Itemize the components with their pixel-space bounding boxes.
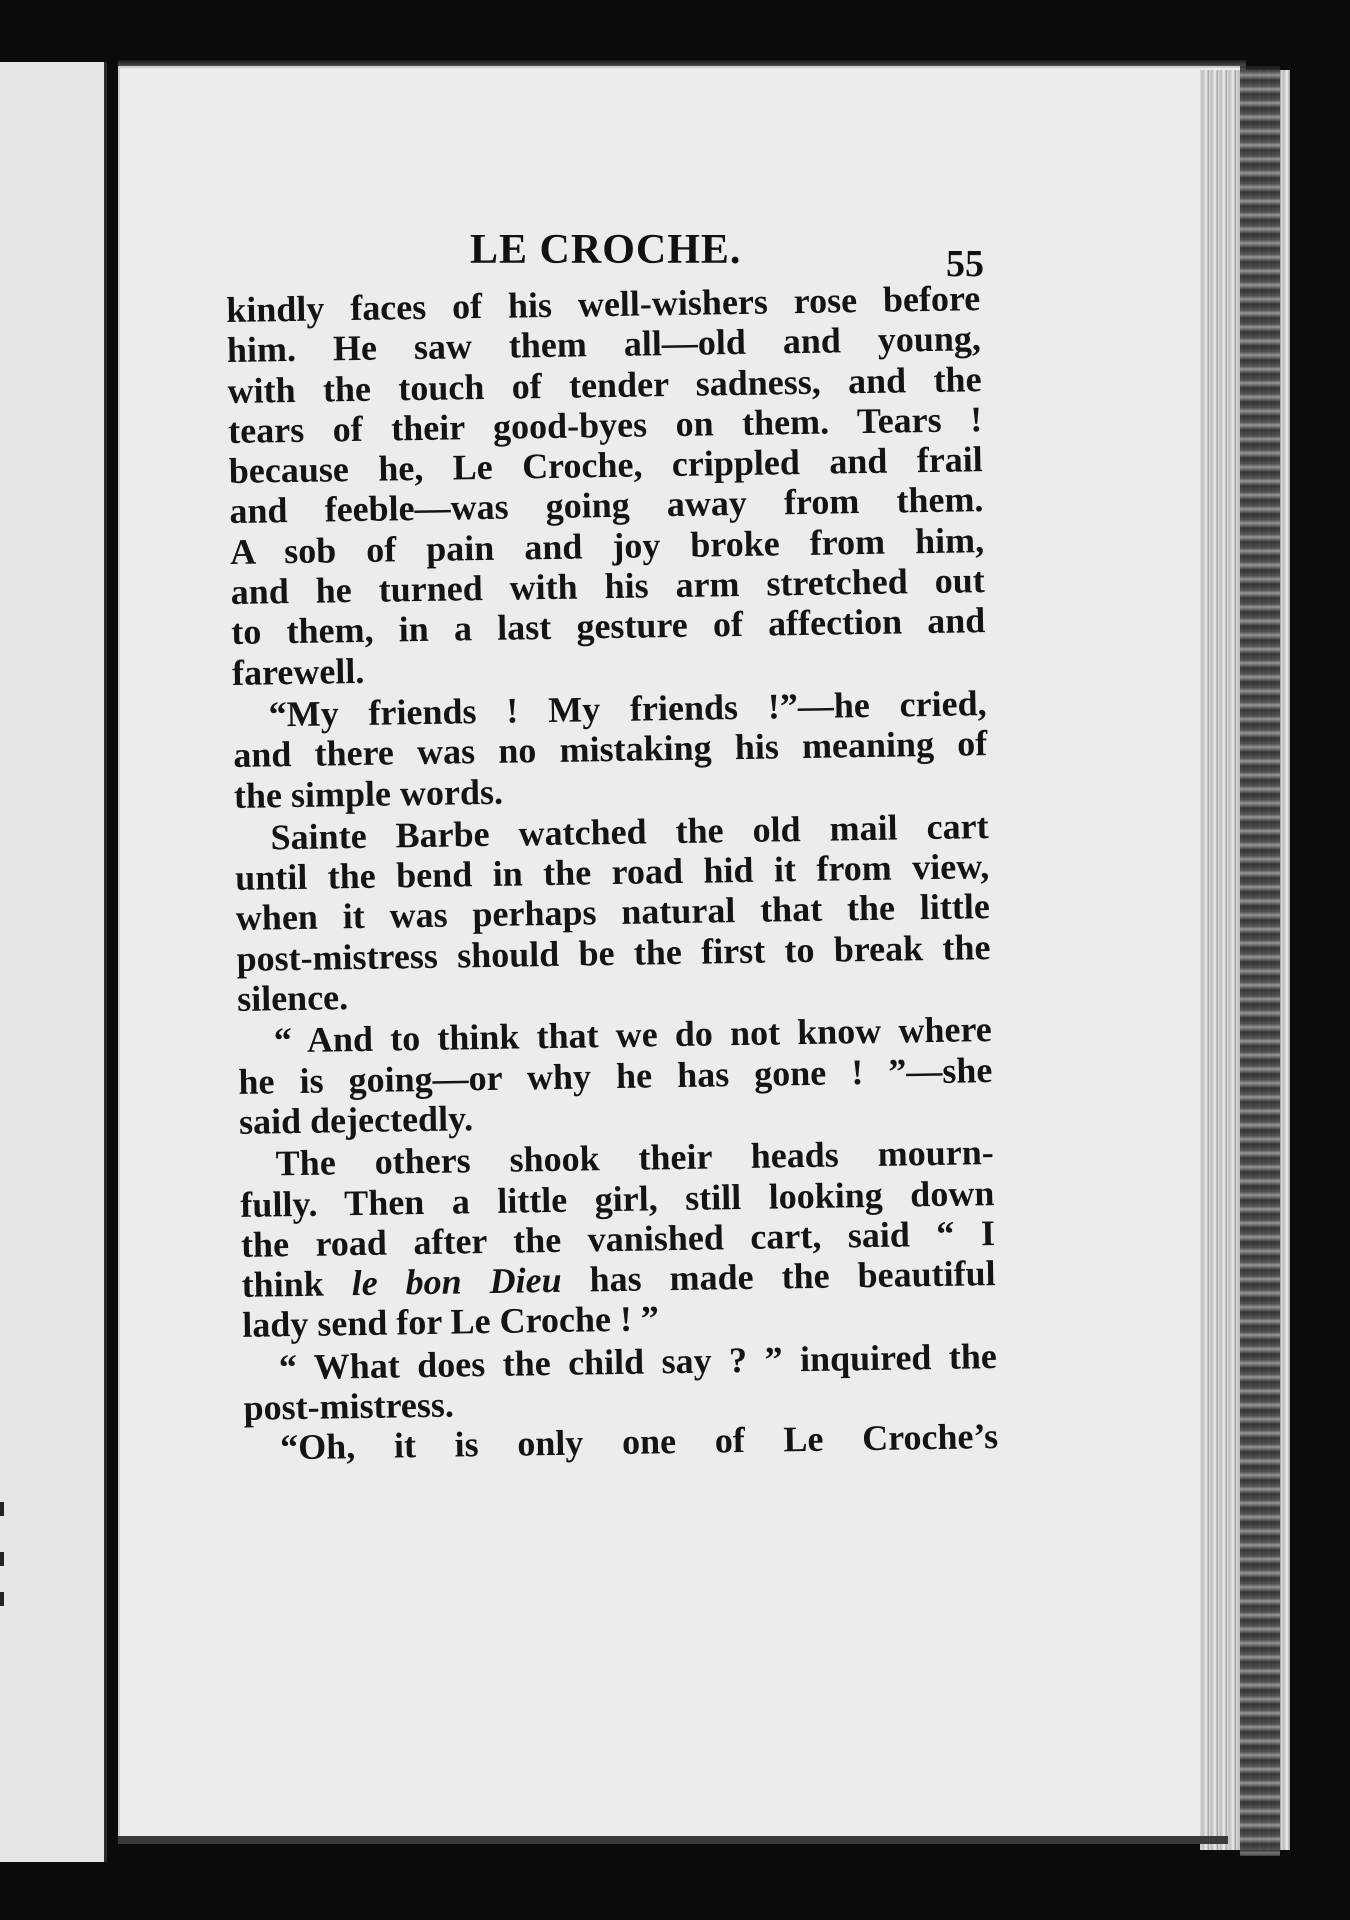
text-line: farewell.	[231, 650, 365, 693]
text-line: because he, Le Croche, crippled and frail	[228, 439, 984, 492]
text-line: The others shook their heads mourn-	[275, 1132, 994, 1184]
text-line: and he turned with his arm stretched out	[230, 560, 985, 613]
text-line: to them, in a last gesture of affection and	[231, 600, 986, 653]
text-line: when it was perhaps natural that the little	[235, 886, 991, 939]
text-line: said dejectedly.	[238, 1098, 474, 1142]
page-body	[226, 278, 998, 1468]
text-line: he is going—or why he has gone ! ”—she	[238, 1049, 993, 1102]
text-line: silence.	[236, 977, 349, 1019]
text-span: has made the beautiful	[561, 1253, 996, 1300]
paragraph	[232, 683, 988, 816]
text-line: and there was no mistaking his meaning of	[232, 723, 988, 776]
binding-shadow	[1240, 66, 1280, 1856]
italic-phrase: le bon Dieu	[351, 1259, 562, 1304]
paragraph	[234, 806, 991, 1019]
text-line: until the bend in the road hid it from view,	[234, 846, 990, 899]
page-number: 55	[946, 243, 984, 285]
text-line: post-mistress should be the first to break the	[236, 926, 991, 979]
paragraph	[239, 1132, 996, 1345]
text-line: Sainte Barbe watched the old mail cart	[270, 805, 989, 858]
text-line: “ And to think that we do not know where	[273, 1009, 993, 1061]
text-line: fully. Then a little girl, still looking down	[240, 1172, 995, 1225]
paragraph	[226, 278, 986, 693]
text-line: “My friends ! My friends !”—he cried,	[268, 683, 987, 735]
text-line: and feeble—was going away from them.	[229, 479, 984, 532]
text-line: kindly faces of his well-wishers rose before	[226, 278, 981, 330]
text-line: the road after the vanished cart, said “ I	[240, 1212, 996, 1265]
facing-page-mark	[0, 1552, 4, 1566]
paragraph	[243, 1336, 998, 1428]
facing-page-edge	[0, 62, 107, 1862]
text-line: lady send for Le Croche ! ”	[241, 1298, 660, 1346]
text-line: “ What does the child say ? ” inquired the	[278, 1335, 998, 1388]
page-bottom-edge	[118, 1836, 1228, 1844]
text-line: the simple words.	[233, 771, 504, 816]
text-line: with the touch of tender sadness, and the	[227, 358, 982, 411]
text-line: “Oh, it is only one of Le Croche’s	[279, 1416, 999, 1468]
text-span: think	[241, 1263, 352, 1305]
text-line: post-mistress.	[243, 1384, 455, 1428]
text-line: him. He saw them all—old and young,	[226, 318, 982, 371]
paragraph	[237, 1009, 993, 1142]
text-line: A sob of pain and joy broke from him,	[229, 519, 985, 572]
facing-page-mark	[0, 1502, 4, 1516]
text-line: tears of their good-byes on them. Tears !	[227, 399, 983, 451]
running-title: LE CROCHE.	[470, 227, 742, 273]
facing-page-mark	[0, 1592, 4, 1606]
